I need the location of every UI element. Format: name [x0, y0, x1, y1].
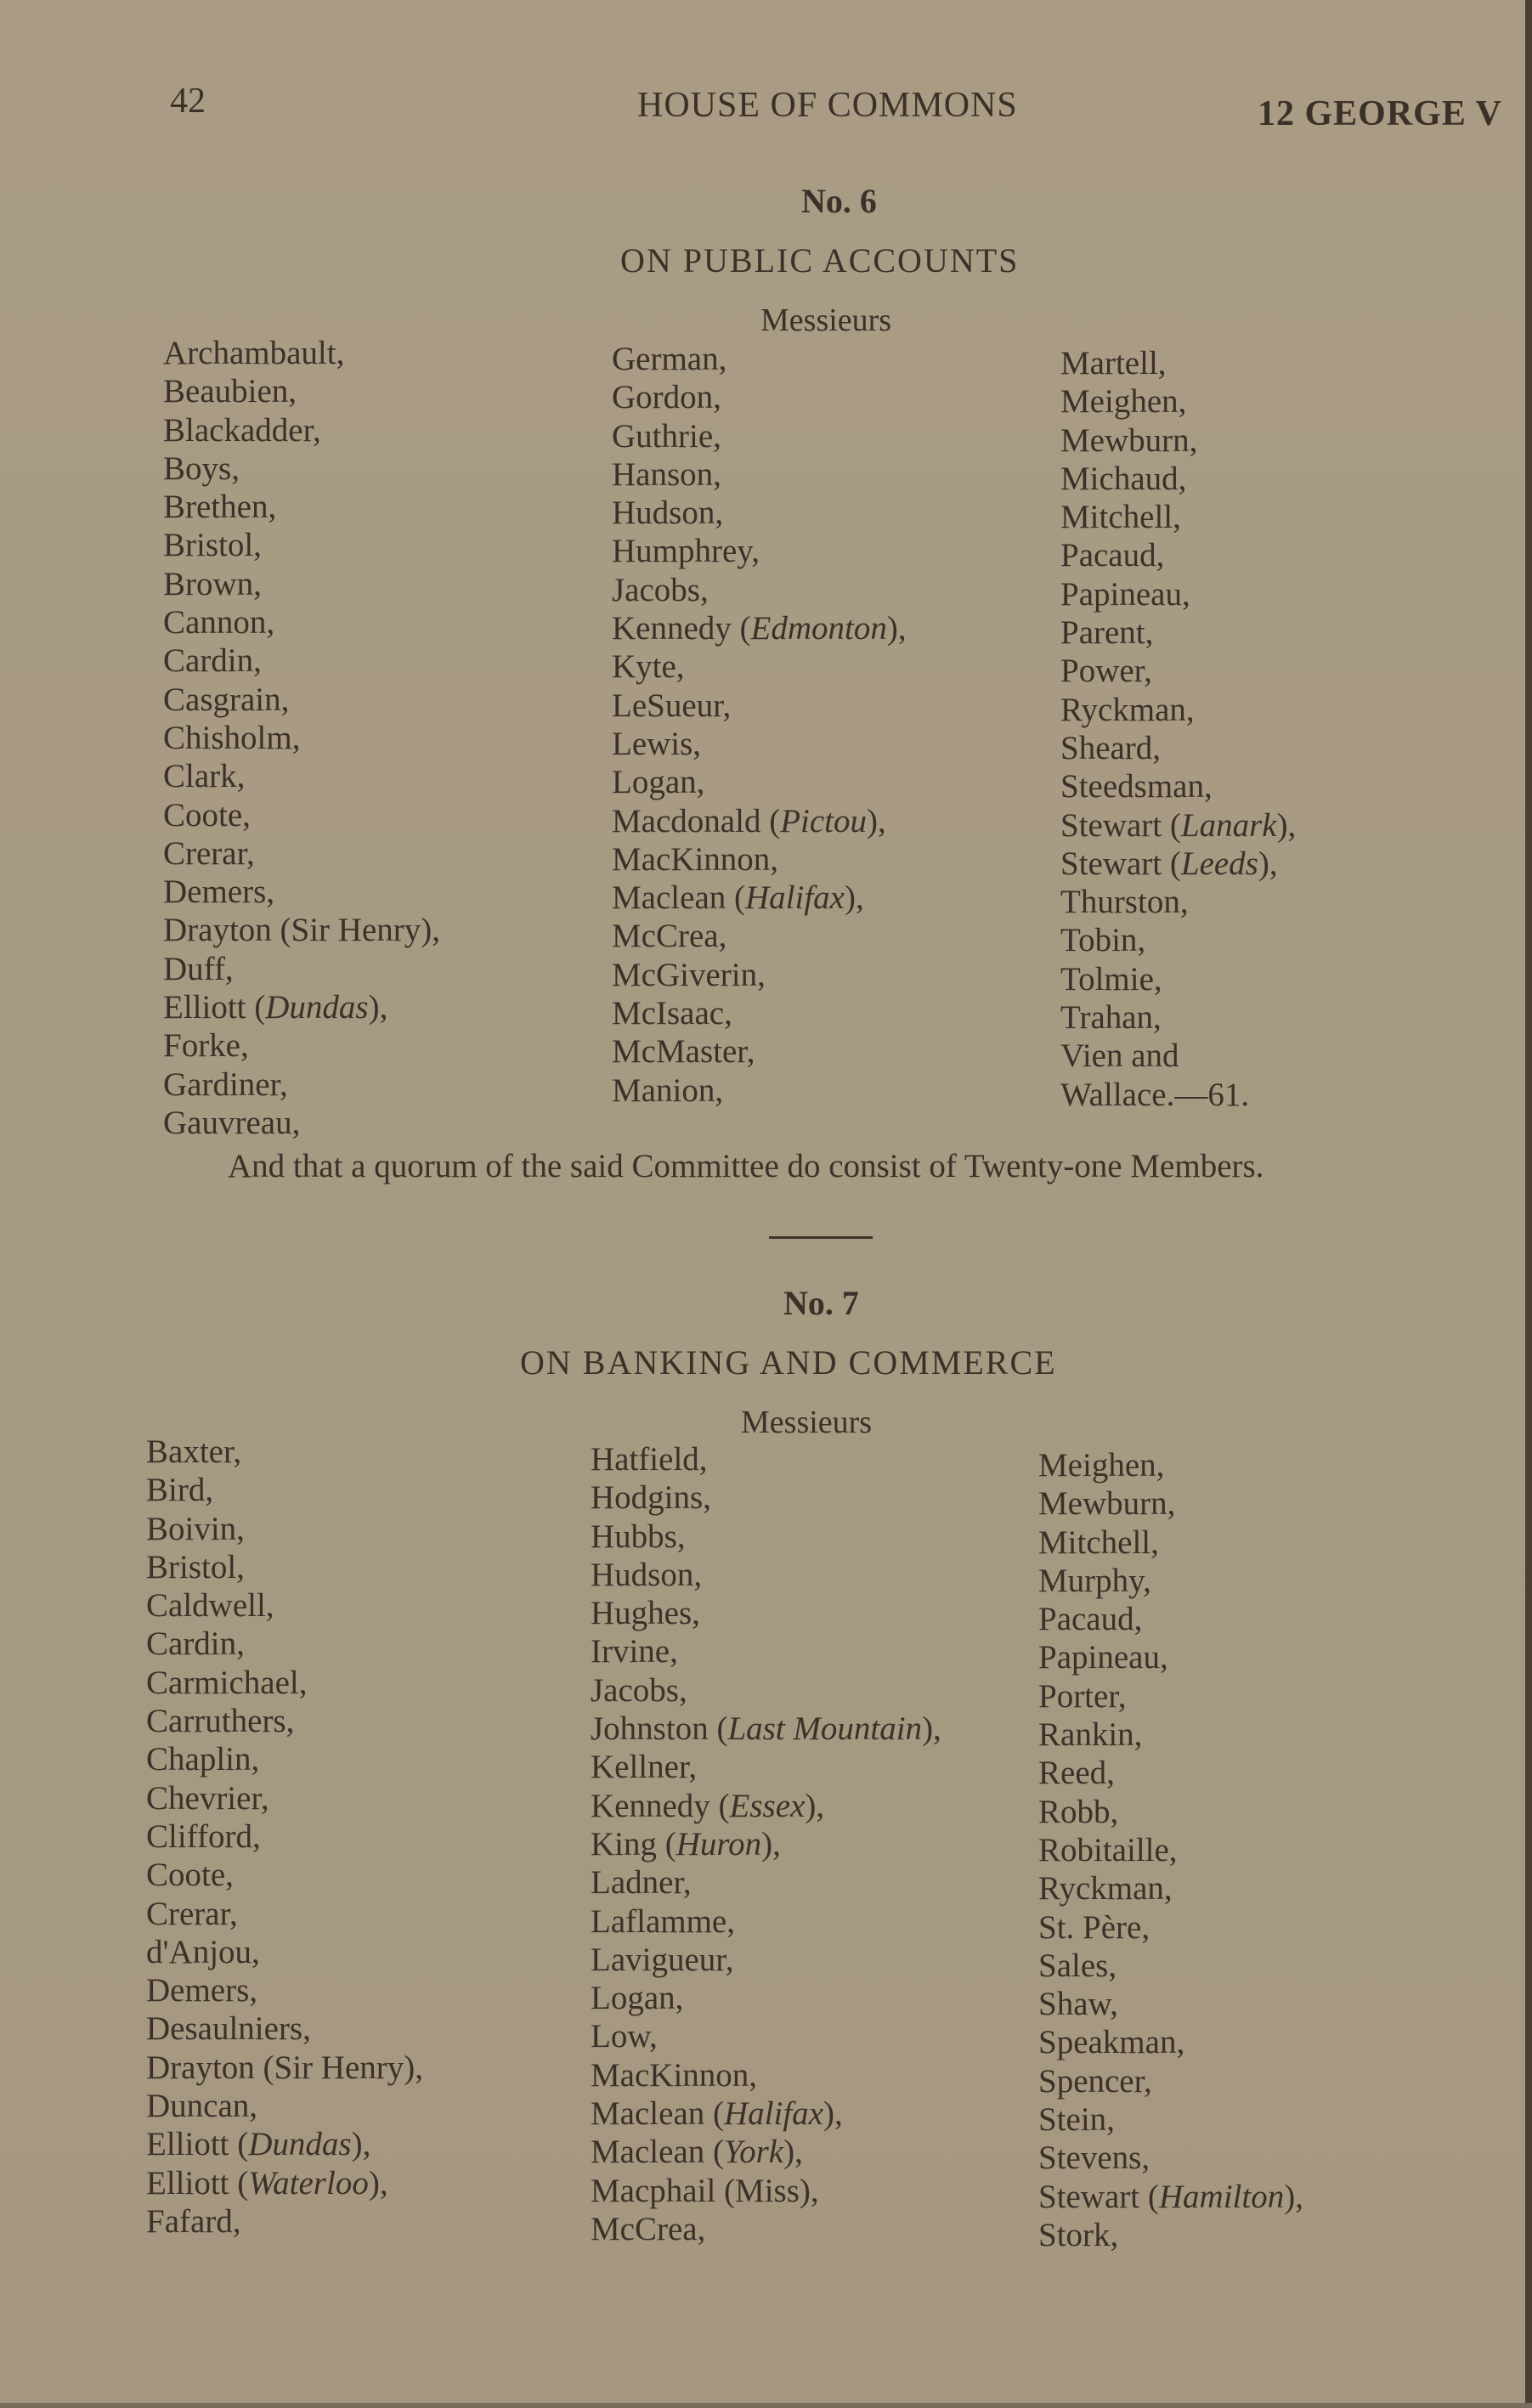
running-title: HOUSE OF COMMONS — [637, 86, 1018, 125]
member-name: Mewburn, — [1038, 1485, 1176, 1523]
member-name: Elliott (Waterloo), — [146, 2164, 388, 2202]
member-name: Jacobs, — [591, 1671, 687, 1709]
member-name: Guthrie, — [612, 417, 721, 455]
member-name: Mitchell, — [1060, 499, 1181, 536]
member-name: Gauvreau, — [163, 1104, 301, 1141]
member-column — [591, 1440, 941, 2248]
member-name: Crerar, — [163, 834, 255, 872]
member-name: Meighen, — [1038, 1447, 1165, 1484]
member-name: King (Huron), — [591, 1825, 781, 1863]
member-name: Shaw, — [1038, 1986, 1118, 2023]
member-name: Archambault, — [163, 335, 345, 371]
member-name: McIsaac, — [612, 995, 732, 1032]
member-name: Lavigueur, — [591, 1941, 734, 1978]
member-name: Porter, — [1038, 1677, 1127, 1715]
member-name: Maclean (Halifax), — [612, 879, 864, 917]
member-name: Duff, — [163, 950, 234, 987]
member-name: Forke, — [163, 1027, 249, 1065]
member-name: Gardiner, — [163, 1066, 288, 1103]
member-name: Brown, — [163, 565, 262, 602]
member-name: Bristol, — [163, 527, 262, 564]
messieurs-heading: Messieurs — [741, 1405, 873, 1440]
member-name: Coote, — [163, 796, 251, 834]
member-name: St. Père, — [1038, 1908, 1150, 1946]
member-name: Chisholm, — [163, 719, 301, 756]
member-name: McCrea, — [591, 2210, 706, 2247]
member-name: Mitchell, — [1038, 1523, 1159, 1561]
member-name: Cannon, — [163, 604, 275, 642]
messieurs-heading: Messieurs — [760, 302, 892, 338]
member-name: MacKinnon, — [612, 840, 779, 878]
member-name: Reed, — [1038, 1755, 1115, 1792]
member-name: Drayton (Sir Henry), — [146, 2049, 423, 2086]
member-name: McMaster, — [612, 1033, 755, 1071]
member-column — [612, 340, 907, 1110]
member-name: Laflamme, — [591, 1902, 735, 1940]
member-name: Gordon, — [612, 379, 721, 416]
member-name: Fafard, — [146, 2202, 241, 2240]
member-name: Stewart (Leeds), — [1060, 845, 1278, 882]
member-name: Clifford, — [146, 1817, 261, 1855]
member-name: Humphrey, — [612, 533, 760, 570]
member-name: Casgrain, — [163, 681, 290, 718]
member-name: Blackadder, — [163, 411, 321, 449]
member-name: Power, — [1060, 653, 1152, 690]
member-name: Boys, — [163, 449, 240, 487]
member-name: Maclean (York), — [591, 2134, 803, 2171]
member-name: Kennedy (Essex), — [591, 1787, 825, 1824]
member-name: Bristol, — [146, 1548, 245, 1586]
member-name: Baxter, — [146, 1433, 242, 1470]
member-name: Lewis, — [612, 725, 702, 762]
member-name: Ryckman, — [1038, 1870, 1173, 1908]
member-name: Kennedy (Edmonton), — [612, 610, 907, 647]
page-number: 42 — [170, 82, 206, 121]
member-name: Papineau, — [1060, 575, 1190, 613]
member-name: Cardin, — [163, 642, 262, 680]
member-name: Robb, — [1038, 1793, 1119, 1830]
member-name: Steedsman, — [1060, 768, 1213, 805]
member-name: Johnston (Last Mountain), — [591, 1710, 941, 1748]
member-name: Demers, — [146, 1972, 258, 2009]
member-name: Irvine, — [591, 1633, 678, 1670]
quorum-text: And that a quorum of the said Committee do consist of Twenty-one Members. — [228, 1148, 1264, 1184]
member-name: Drayton (Sir Henry), — [163, 912, 440, 949]
member-column — [146, 1433, 423, 2241]
member-name: Tobin, — [1060, 922, 1146, 959]
member-name: Hanson, — [612, 455, 721, 493]
member-name: Speakman, — [1038, 2024, 1185, 2061]
member-name: Demers, — [163, 873, 275, 911]
member-name: Michaud, — [1060, 460, 1187, 497]
member-name: Sales, — [1038, 1947, 1117, 1984]
member-name: Elliott (Dundas), — [146, 2126, 371, 2163]
member-name: Ryckman, — [1060, 691, 1195, 728]
section-divider — [769, 1236, 873, 1239]
member-name: d'Anjou, — [146, 1933, 260, 1970]
member-name: Carruthers, — [146, 1703, 295, 1740]
member-name: Parent, — [1060, 614, 1154, 652]
member-name: Hodgins, — [591, 1479, 711, 1517]
member-name: Duncan, — [146, 2088, 258, 2125]
member-name: MacKinnon, — [591, 2056, 758, 2094]
member-name: Rankin, — [1038, 1716, 1143, 1754]
member-column — [1060, 344, 1296, 1114]
member-name: Spencer, — [1038, 2062, 1152, 2100]
member-name: Hatfield, — [591, 1441, 708, 1478]
member-name: Pacaud, — [1060, 537, 1165, 574]
member-column — [163, 334, 440, 1142]
member-name: Stewart (Hamilton), — [1038, 2178, 1303, 2215]
member-name: Carmichael, — [146, 1664, 308, 1701]
member-name: McCrea, — [612, 918, 727, 955]
member-name: Hubbs, — [591, 1518, 686, 1555]
section-number: No. 6 — [801, 182, 877, 220]
member-name: Logan, — [612, 764, 705, 801]
member-name: Murphy, — [1038, 1562, 1151, 1599]
member-name: Jacobs, — [612, 571, 709, 608]
member-name: Robitaille, — [1038, 1831, 1178, 1868]
member-name: Chaplin, — [146, 1741, 260, 1778]
member-name: Brethen, — [163, 489, 277, 526]
page-edge — [1525, 0, 1532, 2408]
member-name: Caldwell, — [146, 1587, 274, 1625]
member-name: Bird, — [146, 1472, 214, 1509]
member-name: Macphail (Miss), — [591, 2172, 819, 2209]
section-number: No. 7 — [783, 1284, 859, 1322]
member-name: Pacaud, — [1038, 1601, 1143, 1638]
member-name: Stein, — [1038, 2101, 1115, 2139]
member-name: Boivin, — [146, 1510, 245, 1547]
member-name: Vien and — [1060, 1037, 1179, 1075]
member-name: Papineau, — [1038, 1639, 1168, 1676]
member-name: Martell, — [1060, 345, 1167, 382]
member-name: Thurston, — [1060, 884, 1189, 921]
member-name: Kyte, — [612, 648, 685, 686]
member-name: Maclean (Halifax), — [591, 2095, 843, 2133]
member-name: LeSueur, — [612, 687, 732, 724]
member-name: Mewburn, — [1060, 421, 1198, 459]
section-title: ON PUBLIC ACCOUNTS — [620, 241, 1020, 280]
member-name: Cardin, — [146, 1625, 245, 1663]
member-name: Kellner, — [591, 1749, 698, 1786]
member-name: Stewart (Lanark), — [1060, 806, 1297, 844]
member-name: Coote, — [146, 1857, 234, 1894]
member-name: Hughes, — [591, 1595, 700, 1632]
member-name: Sheard, — [1060, 729, 1162, 766]
member-name: Desaulniers, — [146, 2010, 311, 2048]
member-name: Hudson, — [591, 1556, 703, 1593]
member-name: Stork, — [1038, 2216, 1119, 2253]
member-name: Hudson, — [612, 495, 724, 532]
member-name: Beaubien, — [163, 373, 297, 410]
member-name: Wallace.—61. — [1060, 1076, 1250, 1113]
member-column — [1038, 1446, 1303, 2254]
section-title: ON BANKING AND COMMERCE — [520, 1343, 1057, 1382]
member-name: Clark, — [163, 758, 246, 795]
member-name: Logan, — [591, 1980, 684, 2017]
member-name: Meighen, — [1060, 383, 1187, 421]
member-name: Elliott (Dundas), — [163, 989, 388, 1026]
member-name: Chevrier, — [146, 1779, 269, 1817]
member-name: Crerar, — [146, 1895, 238, 1932]
member-name: Stevens, — [1038, 2140, 1150, 2177]
member-name: Ladner, — [591, 1864, 692, 1902]
member-name: Tolmie, — [1060, 960, 1162, 998]
member-name: McGiverin, — [612, 956, 766, 993]
member-name: Trahan, — [1060, 999, 1162, 1037]
regnal-year: 12 GEORGE V — [1258, 94, 1502, 133]
member-name: German, — [612, 341, 727, 377]
running-header — [0, 81, 1532, 132]
page-edge — [0, 2403, 1532, 2408]
member-name: Low, — [591, 2018, 658, 2055]
member-name: Manion, — [612, 1071, 724, 1109]
member-name: Macdonald (Pictou), — [612, 802, 886, 839]
